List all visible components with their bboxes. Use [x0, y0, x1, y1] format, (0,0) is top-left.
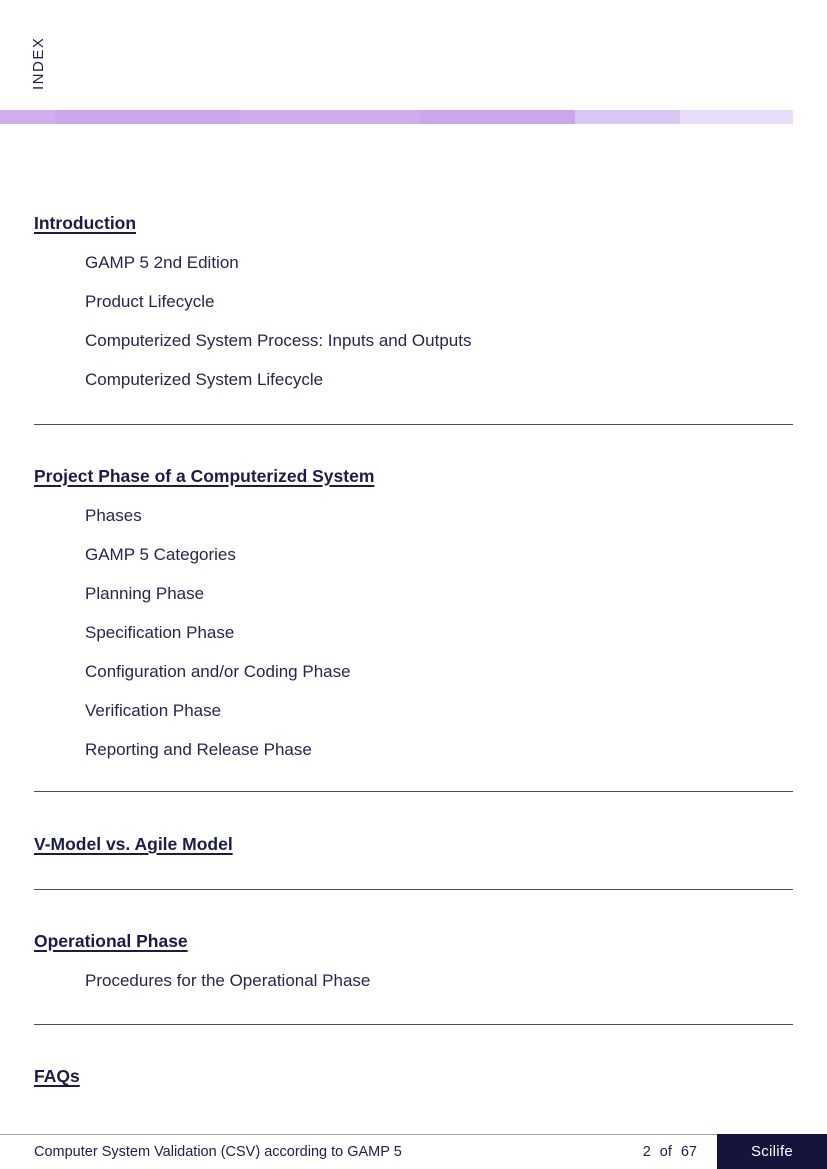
toc-heading-project-phase[interactable]: Project Phase of a Computerized System	[34, 466, 375, 486]
section-divider	[34, 791, 793, 792]
footer-page-number	[643, 1143, 697, 1161]
scilife-logo-badge	[717, 1134, 827, 1169]
toc-heading-introduction[interactable]: Introduction	[34, 213, 137, 233]
section-divider	[34, 424, 793, 425]
toc-item: GAMP 5 2nd Edition	[85, 253, 239, 272]
index-vertical-label: INDEX	[30, 36, 47, 90]
toc-list-project-phase	[34, 505, 793, 761]
toc-heading-v-model-vs-agile[interactable]: V-Model vs. Agile Model	[34, 834, 233, 854]
toc-item: Configuration and/or Coding Phase	[85, 662, 351, 681]
toc-item: GAMP 5 Categories	[85, 545, 236, 564]
table-of-contents	[34, 0, 793, 1088]
toc-item: Planning Phase	[85, 584, 205, 603]
scilife-logo-text: Scilife	[750, 1143, 794, 1160]
toc-item: Specification Phase	[85, 623, 235, 642]
page-total: 67	[680, 1144, 697, 1160]
section-divider	[34, 889, 793, 890]
toc-list-operational-phase	[34, 970, 793, 992]
toc-item: Verification Phase	[85, 701, 222, 720]
page-separator: of	[659, 1144, 672, 1160]
toc-item: Computerized System Process: Inputs and Outputs	[85, 331, 472, 350]
toc-item: Procedures for the Operational Phase	[85, 971, 371, 990]
toc-heading-faqs[interactable]: FAQs	[34, 1066, 80, 1086]
toc-item: Product Lifecycle	[85, 292, 215, 311]
footer-document-title: Computer System Validation (CSV) according to GAMP 5	[34, 1144, 402, 1160]
toc-item: Reporting and Release Phase	[85, 740, 312, 759]
page-current: 2	[642, 1144, 651, 1160]
footer-divider-line	[0, 1134, 717, 1135]
toc-item: Phases	[85, 506, 142, 525]
section-divider	[34, 1024, 793, 1025]
toc-item: Computerized System Lifecycle	[85, 370, 324, 389]
toc-heading-operational-phase[interactable]: Operational Phase	[34, 931, 188, 951]
toc-list-introduction	[34, 252, 793, 391]
